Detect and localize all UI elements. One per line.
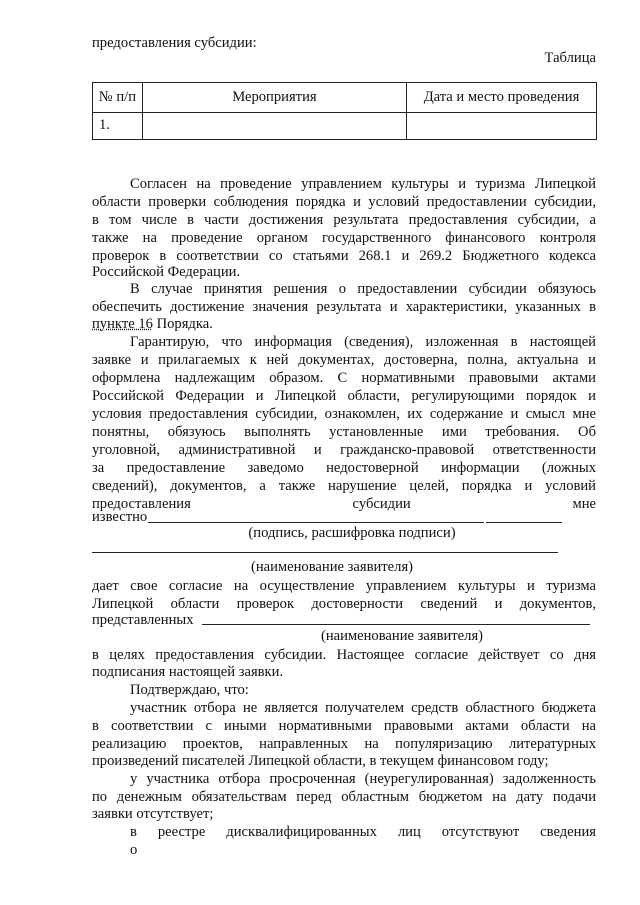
- consent-line: области проверки соблюдения порядка и условий предоставлении субсидии,: [92, 194, 596, 210]
- known-text: известно: [92, 509, 148, 525]
- consent-line: также на проведение органом государственного финансового контроля: [92, 230, 596, 246]
- guarantee-line: уголовной, административной и гражданско-правовой ответственности: [92, 442, 596, 458]
- purpose-line: подписания настоящей заявки.: [92, 664, 284, 680]
- oblige-line-last: [92, 315, 596, 333]
- signature-line-extra: [486, 522, 562, 523]
- table-cell-events: [142, 113, 406, 140]
- confirm1-line: в соответствии с иными нормативными правовыми актами области на: [92, 718, 596, 734]
- confirm1-line: произведений писателей Липецкой области, в текущем финансовом году;: [92, 753, 549, 769]
- signature-caption: (подпись, расшифровка подписи): [248, 525, 456, 541]
- oblige-line: В случае принятия решения о предоставлении субсидии обязуюсь: [130, 281, 596, 297]
- table-header-events: Мероприятия: [142, 83, 406, 113]
- table-cell-number: 1.: [93, 113, 143, 140]
- intro-text: предоставления субсидии:: [92, 35, 257, 51]
- table-header-number: № п/п: [93, 83, 143, 113]
- applicant-caption: (наименование заявителя): [250, 559, 414, 575]
- table-row: [93, 113, 597, 140]
- guarantee-line: условия предоставления субсидии, ознакомлен, их содержание и смысл мне: [92, 406, 596, 422]
- point-16-link[interactable]: пункте 16: [92, 316, 153, 332]
- purpose-line: в целях предоставления субсидии. Настоящее согласие действует со дня: [92, 647, 596, 663]
- consent-line: Российской Федерации.: [92, 264, 241, 280]
- signature-line: [148, 522, 484, 523]
- confirm2-line: по денежным обязательствам перед областным бюджетом на дату подачи: [92, 789, 596, 805]
- guarantee-line: за предоставление заведомо недостоверной информации (ложных: [92, 460, 596, 476]
- consent-line: проверок в соответствии со статьями 268.1 и 269.2 Бюджетного кодекса: [92, 248, 596, 264]
- confirm1-line: участник отбора не является получателем средств областного бюджета: [130, 700, 596, 716]
- oblige-line: обеспечить достижение значения результата и характеристики, указанных в: [92, 299, 596, 315]
- applicant-name-line: [92, 552, 558, 553]
- confirm-heading: Подтверждаю, что:: [130, 682, 249, 698]
- applicant-name-line-2: [202, 624, 590, 625]
- events-table: [92, 82, 597, 140]
- agree-line: Липецкой области проверок достоверности сведений и документов,: [92, 596, 596, 612]
- guarantee-line: заявке и прилагаемых к ней документах, достоверна, полна, актуальна и: [92, 352, 596, 368]
- table-label: Таблица: [544, 50, 596, 66]
- guarantee-line: понятны, обязуюсь выполнять установленные ими требования. Об: [92, 424, 596, 440]
- confirm3-line: в реестре дисквалифицированных лиц отсутствуют сведения о: [130, 824, 596, 858]
- presented-text: представленных: [92, 612, 194, 628]
- applicant-caption-2: (наименование заявителя): [320, 628, 484, 644]
- guarantee-line: Гарантирую, что информация (сведения), изложенная в настоящей: [130, 334, 596, 350]
- table-cell-date-place: [406, 113, 596, 140]
- guarantee-line: Российской Федерации и Липецкой области, регулирующими порядок и: [92, 388, 596, 404]
- oblige-tail: Порядка.: [152, 316, 213, 332]
- consent-line: Согласен на проведение управлением культуры и туризма Липецкой: [130, 176, 596, 192]
- guarantee-line: оформлена надлежащим образом. С нормативными правовыми актами: [92, 370, 596, 386]
- consent-line: в том числе в части достижения результата предоставления субсидии, а: [92, 212, 596, 228]
- confirm2-line: заявки отсутствует;: [92, 806, 214, 822]
- confirm2-line: у участника отбора просроченная (неурегулированная) задолженность: [130, 771, 596, 787]
- table-header-row: [93, 83, 597, 113]
- table-header-date-place: Дата и место проведения: [406, 83, 596, 113]
- confirm1-line: реализацию проектов, направленных на популяризацию литературных: [92, 736, 596, 752]
- guarantee-line: предоставления субсидии мне: [92, 496, 596, 512]
- agree-line: дает свое согласие на осуществление управлением культуры и туризма: [92, 578, 596, 594]
- guarantee-line: сведений), документов, а также нарушение целей, порядка и условий: [92, 478, 596, 494]
